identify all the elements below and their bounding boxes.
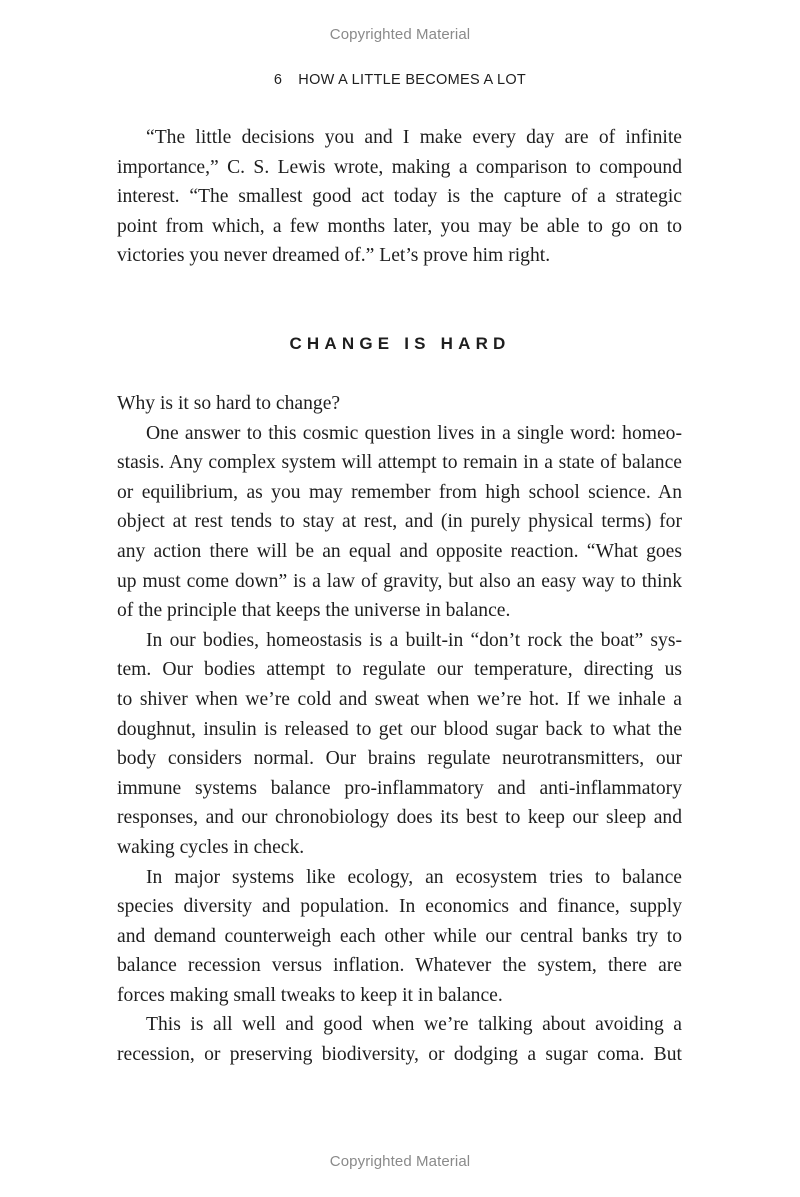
text-line: interest. “The smallest good act today is the capture of a strategic <box>117 186 682 208</box>
text-line: or equilibrium, as you may remember from high school science. An <box>117 481 682 503</box>
text-line: point from which, a few months later, you may be able to go on to <box>117 215 682 237</box>
text-line: doughnut, insulin is released to get our blood sugar back to what the <box>117 718 682 740</box>
text-line: balance recession versus inflation. Whatever the system, there are <box>117 955 682 977</box>
text-line: immune systems balance pro-inflammatory and anti-inflammatory <box>117 777 682 799</box>
text-line: body considers normal. Our brains regulate neurotransmitters, our <box>117 748 682 770</box>
text-line: This is all well and good when we’re talking about avoiding a <box>146 1014 682 1036</box>
text-line: waking cycles in check. <box>117 836 305 858</box>
page-number: 6 <box>273 72 283 88</box>
text-line: victories you never dreamed of.” Let’s prove him right. <box>117 245 551 267</box>
running-head <box>0 72 800 88</box>
paragraph-lewis-quote <box>117 123 682 271</box>
text-line: importance,” C. S. Lewis wrote, making a comparison to compound <box>117 156 682 178</box>
text-line: tem. Our bodies attempt to regulate our temperature, directing us <box>117 659 682 681</box>
text-line: In our bodies, homeostasis is a built-in “don’t rock the boat” sys- <box>146 629 682 651</box>
text-line: “The little decisions you and I make every day are of infinite <box>146 127 682 148</box>
text-line: forces making small tweaks to keep it in balance. <box>117 984 503 1006</box>
text-line: object at rest tends to stay at rest, and (in purely physical terms) for <box>117 511 682 533</box>
running-head-title: HOW A LITTLE BECOMES A LOT <box>298 72 527 88</box>
text-line: of the principle that keeps the universe in balance. <box>117 600 511 622</box>
text-line: stasis. Any complex system will attempt to remain in a state of balance <box>117 452 682 474</box>
copyright-watermark-top: Copyrighted Material <box>329 26 471 43</box>
text-line: One answer to this cosmic question lives in a single word: homeo- <box>146 422 682 444</box>
text-line: In major systems like ecology, an ecosystem tries to balance <box>146 866 682 888</box>
section-body <box>117 389 682 1070</box>
text-line: any action there will be an equal and opposite reaction. “What goes <box>117 540 682 562</box>
text-line: species diversity and population. In economics and finance, supply <box>117 896 682 918</box>
text-line: to shiver when we’re cold and sweat when we’re hot. If we inhale a <box>117 688 682 710</box>
copyright-watermark-bottom: Copyrighted Material <box>329 1153 471 1170</box>
text-line: responses, and our chronobiology does its best to keep our sleep and <box>117 807 682 829</box>
text-line: and demand counterweigh each other while our central banks try to <box>117 925 682 947</box>
text-line: Why is it so hard to change? <box>117 393 341 414</box>
text-line: up must come down” is a law of gravity, but also an easy way to think <box>117 570 682 592</box>
section-heading: CHANGE IS HARD <box>289 334 511 353</box>
text-line: recession, or preserving biodiversity, or dodging a sugar coma. But <box>117 1044 682 1066</box>
